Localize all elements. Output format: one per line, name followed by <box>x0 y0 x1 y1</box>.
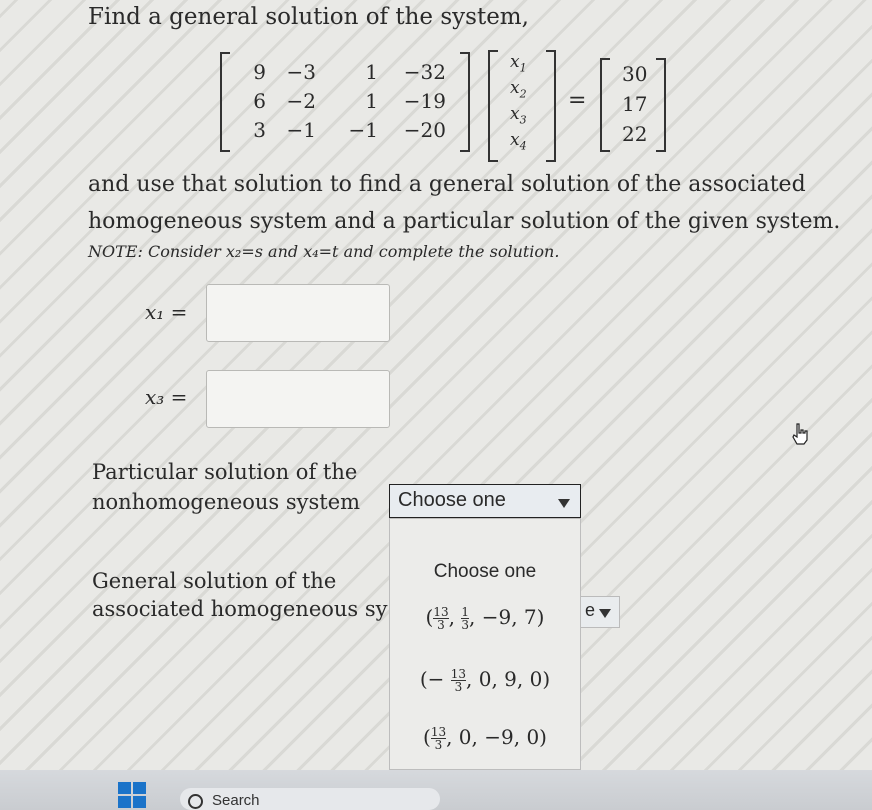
taskbar <box>0 770 872 810</box>
matrix-cell: 6 <box>253 89 266 113</box>
equals-sign: = <box>568 88 587 113</box>
chevron-down-icon <box>599 609 611 618</box>
particular-label-line1: Particular solution of the <box>92 460 358 484</box>
matrix-cell: 1 <box>365 60 378 84</box>
right-bracket <box>546 50 556 162</box>
vector-entry: $x_3$ <box>510 104 527 127</box>
menu-option[interactable]: ( $\frac{13}{3}$ , $\frac{1}{3}$ , −9, 7) <box>425 605 545 632</box>
right-bracket <box>460 52 470 152</box>
x1-input[interactable] <box>206 284 390 342</box>
windows-logo-icon[interactable] <box>118 782 148 810</box>
matrix-cell: −2 <box>286 89 316 113</box>
left-bracket <box>600 58 610 152</box>
homogeneous-solution-select[interactable] <box>580 596 620 628</box>
right-bracket <box>656 58 666 152</box>
vector-entry: 22 <box>622 122 648 146</box>
menu-option[interactable]: ( $\frac{13}{3}$ , 0, −9, 0) <box>423 725 547 752</box>
vector-entry: $x_4$ <box>510 130 527 153</box>
matrix-cell: −19 <box>403 89 446 113</box>
menu-header[interactable]: Choose one <box>433 561 537 582</box>
matrix-cell: 1 <box>365 89 378 113</box>
particular-solution-select[interactable] <box>389 484 581 518</box>
search-icon <box>188 794 203 809</box>
homogeneous-label-line2: associated homogeneous sy <box>92 597 388 621</box>
select-fragment: e <box>585 600 596 620</box>
matrix-cell: 3 <box>253 118 266 142</box>
menu-option[interactable]: (− $\frac{13}{3}$ , 0, 9, 0) <box>419 667 551 694</box>
instruction-line-1: and use that solution to find a general solution of the associated <box>88 172 806 197</box>
vector-entry: $x_2$ <box>510 78 527 101</box>
vector-entry: $x_1$ <box>510 52 527 75</box>
vector-entry: 30 <box>622 62 648 86</box>
search-label: Search <box>212 792 260 809</box>
x1-label: x₁ = <box>145 300 188 324</box>
homogeneous-label-line1: General solution of the <box>92 569 337 593</box>
matrix-cell: 9 <box>253 60 266 84</box>
dropdown-menu <box>389 518 581 770</box>
particular-label-line2: nonhomogeneous system <box>92 490 361 514</box>
instruction-line-2: homogeneous system and a particular solution of the given system. <box>88 209 841 234</box>
matrix-cell: −1 <box>348 118 378 142</box>
taskbar-search[interactable] <box>180 788 440 810</box>
left-bracket <box>488 50 498 162</box>
note-text: NOTE: Consider x₂=s and x₄=t and complete the solution. <box>88 242 560 261</box>
matrix-cell: −3 <box>286 60 316 84</box>
matrix-cell: −20 <box>403 118 446 142</box>
x3-label: x₃ = <box>145 385 188 409</box>
matrix-cell: −32 <box>403 60 446 84</box>
matrix-cell: −1 <box>286 118 316 142</box>
problem-prompt: Find a general solution of the system, <box>88 4 529 30</box>
x3-input[interactable] <box>206 370 390 428</box>
select-value: Choose one <box>398 489 506 511</box>
hand-cursor-icon <box>790 422 810 446</box>
vector-entry: 17 <box>622 92 648 116</box>
chevron-down-icon <box>558 499 570 508</box>
